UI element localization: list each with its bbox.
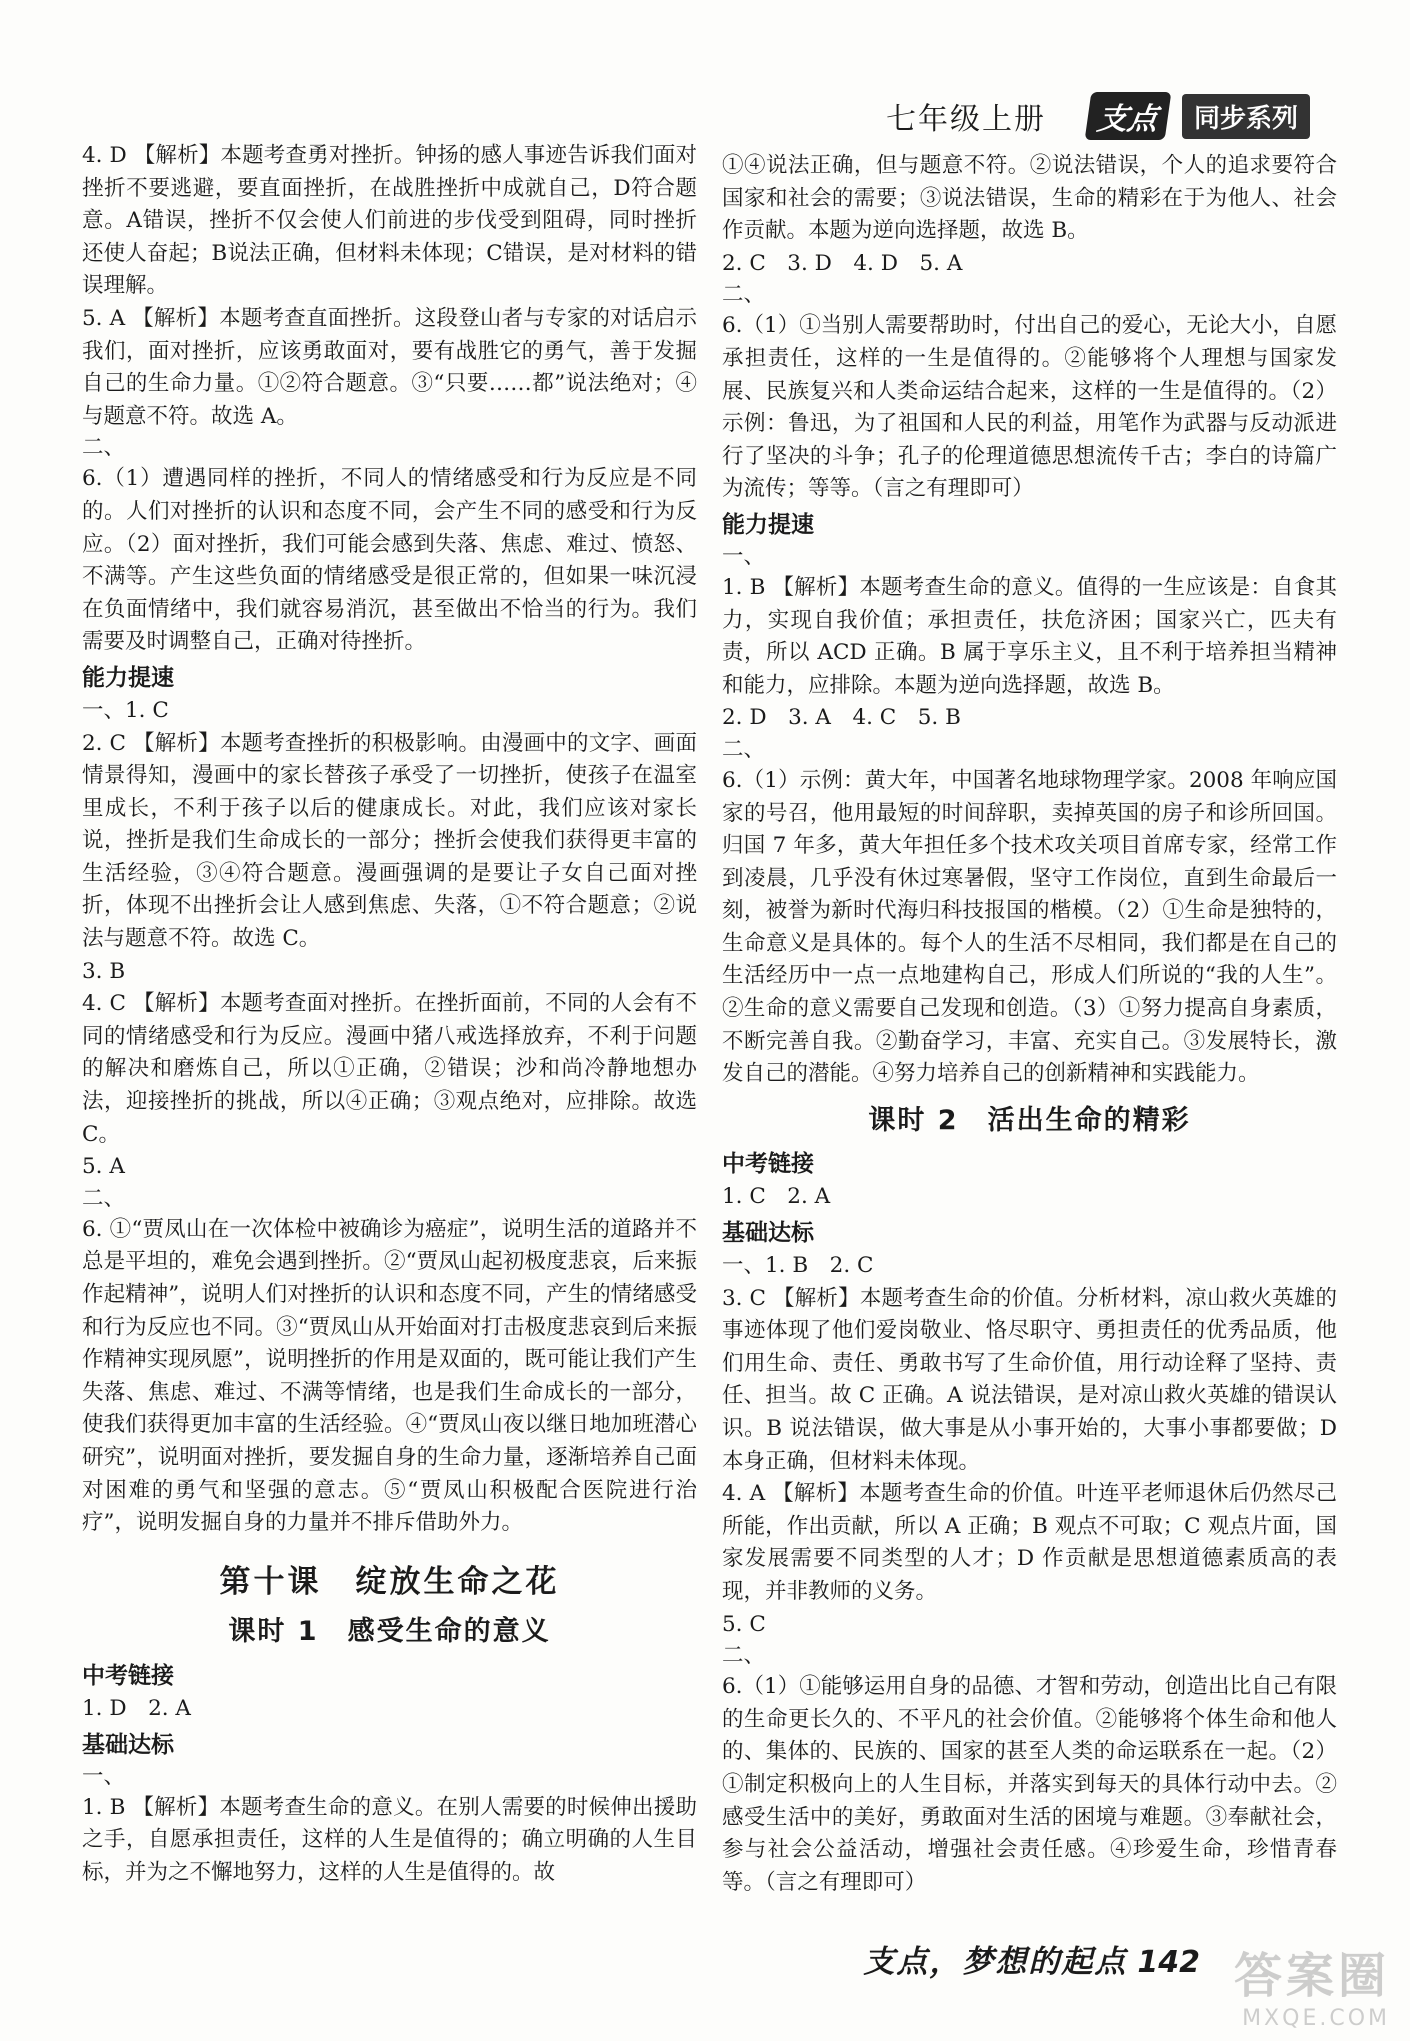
answer-paragraph: 一、1. C [82,697,169,723]
part-marker: 二、 [722,282,766,308]
right-column [722,150,1337,1899]
answer-paragraph: 4. A 【解析】本题考查生命的价值。叶连平老师退休后仍然尽己所能，作出贡献，所以 A 正确；B 观点不可取；C 观点片面，国家发展需要不同类型的人才；D 作贡献是思想道德素质高的表现，并非教师的义务。 [722,1481,1337,1604]
answer-paragraph: 3. B [82,958,126,984]
answer-paragraph: 6.（1）遭遇同样的挫折，不同人的情绪感受和行为反应是不同的。人们对挫折的认识和态度不同，会产生不同的感受和行为反应。（2）面对挫折，我们可能会感到失落、焦虑、难过、愤怒、不满等。产生这些负面的情绪感受是很正常的，但如果一味沉浸在负面情绪中，我们就容易消沉，甚至做出不恰当的行为。我们需要及时调整自己，正确对待挫折。 [82,466,697,655]
answer-paragraph: 1. B 【解析】本题考查生命的意义。在别人需要的时候伸出援助之手，自愿承担责任，这样的人生是值得的；确立明确的人生目标，并为之不懈地努力，这样的人生是值得的。故 [82,1794,697,1885]
answer-paragraph: 1. B 【解析】本题考查生命的意义。值得的一生应该是：自食其力，实现自我价值；承担责任，扶危济困；国家兴亡，匹夫有责，所以 ACD 正确。B 属于享乐主义，且不利于培养担当精神和能力，应排除。本题为逆向选择题，故选 B。 [722,574,1337,698]
series-label: 同步系列 [1182,94,1310,139]
answer-paragraph: 1. D 2. A [82,1695,191,1721]
answer-paragraph: 4. C 【解析】本题考查面对挫折。在挫折面前，不同的人会有不同的情绪感受和行为反应。漫画中猪八戒选择放弃，不利于问题的解决和磨炼自己，所以①正确，②错误；沙和尚冷静地想办法，迎接挫折的挑战，所以④正确；③观点绝对，应排除。故选 C。 [82,991,697,1147]
part-marker: 二、 [82,435,126,461]
page-footer [863,1936,1200,1981]
answer-paragraph: 一、1. B 2. C [722,1253,874,1279]
answer-paragraph: 1. C 2. A [722,1184,831,1210]
answer-paragraph: 2. C 3. D 4. D 5. A [722,250,963,276]
section-heading: 中考链接 [722,1151,814,1178]
answer-paragraph: ①④说法正确，但与题意不符。②说法错误，个人的追求要符合国家和社会的需要；③说法错误，生命的精彩在于为他人、社会作贡献。本题为逆向选择题，故选 B。 [722,153,1337,244]
answer-paragraph: 3. C 【解析】本题考查生命的价值。分析材料，凉山救火英雄的事迹体现了他们爱岗敬业、恪尽职守、勇担责任的优秀品质，他们用生命、责任、勇敢书写了生命价值，用行动诠释了坚持、责任、担当。故 C 正确。A 说法错误，是对凉山救火英雄的错误认识。B 说法错误，做大事是从小事开始的，大事小事都要做；D 本身正确，但材料未体现。 [722,1285,1337,1474]
left-column [82,140,697,1889]
footer-slogan: 支点，梦想的起点 [863,1944,1128,1980]
part-marker: 一、 [722,543,766,569]
grade-label: 七年级上册 [885,102,1046,137]
answer-paragraph: 2. C 【解析】本题考查挫折的积极影响。由漫画中的文字、画面情景得知，漫画中的家长替孩子承受了一切挫折，使孩子在温室里成长，不利于孩子以后的健康成长。对此，我们应该对家长说，挫折是我们生命成长的一部分；挫折会使我们获得更丰富的生活经验，③④符合题意。漫画强调的是要让子女自己面对挫折，体现不出挫折会让人感到焦虑、失落，①不符合题意；②说法与题意不符。故选 C。 [82,730,697,952]
section-heading: 能力提速 [722,511,814,538]
brand-logo: 支点 [1085,92,1172,140]
section-heading: 中考链接 [82,1662,174,1689]
lesson-title: 第十课 绽放生命之花 [219,1563,560,1600]
section-heading: 基础达标 [722,1220,814,1247]
class-title: 课时 1 感受生命的意义 [228,1616,551,1648]
page-header [886,92,1310,140]
page-number: 142 [1137,1945,1200,1980]
answer-paragraph: 2. D 3. A 4. C 5. B [722,705,961,731]
watermark [1234,1937,1390,2031]
answer-paragraph: 6. ①“贾凤山在一次体检中被确诊为癌症”，说明生活的道路并不总是平坦的，难免会遇到挫折。②“贾凤山起初极度悲哀，后来振作起精神”，说明人们对挫折的认识和态度不同，产生的情绪感受和行为反应也不同。③“贾凤山从开始面对打击极度悲哀到后来振作精神实现夙愿”，说明挫折的作用是双面的，既可能让我们产生失落、焦虑、难过、不满等情绪，也是我们生命成长的一部分，使我们获得更加丰富的生活经验。④“贾凤山夜以继日地加班潜心研究”，说明面对挫折，要发掘自身的生命力量，逐渐培养自己面对困难的勇气和坚强的意志。⑤“贾凤山积极配合医院进行治疗”，说明发掘自身的力量并不排斥借助外力。 [82,1216,697,1536]
answer-paragraph: 5. A 【解析】本题考查直面挫折。这段登山者与专家的对话启示我们，面对挫折，应该勇敢面对，要有战胜它的勇气，善于发掘自己的生命力量。①②符合题意。③“只要……都”说法绝对；④与题意不符。故选 A。 [82,305,697,429]
watermark-text: 答案圈 [1233,1948,1390,2004]
part-marker: 二、 [722,1643,766,1669]
answer-paragraph: 6.（1）①能够运用自身的品德、才智和劳动，创造出比自己有限的生命更长久的、不平凡的社会价值。②能够将个体生命和他人的、集体的、民族的、国家的甚至人类的命运联系在一起。（2）①制定积极向上的人生目标，并落实到每天的具体行动中去。②感受生活中的美好，勇敢面对生活的困境与难题。③奉献社会，参与社会公益活动，增强社会责任感。④珍爱生命，珍惜青春等。（言之有理即可） [722,1674,1337,1895]
part-marker: 二、 [82,1185,126,1211]
section-heading: 能力提速 [82,664,174,691]
class-title: 课时 2 活出生命的精彩 [868,1104,1191,1136]
answer-paragraph: 6.（1）①当别人需要帮助时，付出自己的爱心，无论大小，自愿承担责任，这样的一生是值得的。②能够将个人理想与国家发展、民族复兴和人类命运结合起来，这样的一生是值得的。（2）示例：鲁迅，为了祖国和人民的利益，用笔作为武器与反动派进行了坚决的斗争；孔子的伦理道德思想流传千古；李白的诗篇广为流传；等等。（言之有理即可） [722,313,1337,502]
part-marker: 二、 [722,736,766,762]
part-marker: 一、 [82,1763,126,1789]
answer-paragraph: 6.（1）示例：黄大年，中国著名地球物理学家。2008 年响应国家的号召，他用最短的时间辞职，卖掉英国的房子和诊所回国。归国 7 年多，黄大年担任多个技术攻关项目首席专家，经常工作到凌晨，几乎没有休过寒暑假，坚守工作岗位，直到生命最后一刻，被誉为新时代海归科技报国的楷模。（2）①生命是独特的，生命意义是具体的。每个人的生活不尽相同，我们都是在自己的生活经历中一点一点地建构自己，形成人们所说的“我的人生”。②生命的意义需要自己发现和创造。（3）①努力提高自身素质，不断完善自我。②勤奋学习，丰富、充实自己。③发展特长，激发自己的潜能。④努力培养自己的创新精神和实践能力。 [722,767,1337,1087]
answer-paragraph: 5. A [82,1154,125,1180]
answer-paragraph: 4. D 【解析】本题考查勇对挫折。钟扬的感人事迹告诉我们面对挫折不要逃避，要直面挫折，在战胜挫折中成就自己，D符合题意。A错误，挫折不仅会使人们前进的步伐受到阻碍，同时挫折还使人奋起；B说法正确，但材料未体现；C错误，是对材料的错误理解。 [82,143,697,299]
watermark-url: MXQE.COM [1242,2006,1390,2031]
answer-paragraph: 5. C [722,1611,766,1637]
section-heading: 基础达标 [82,1731,174,1758]
